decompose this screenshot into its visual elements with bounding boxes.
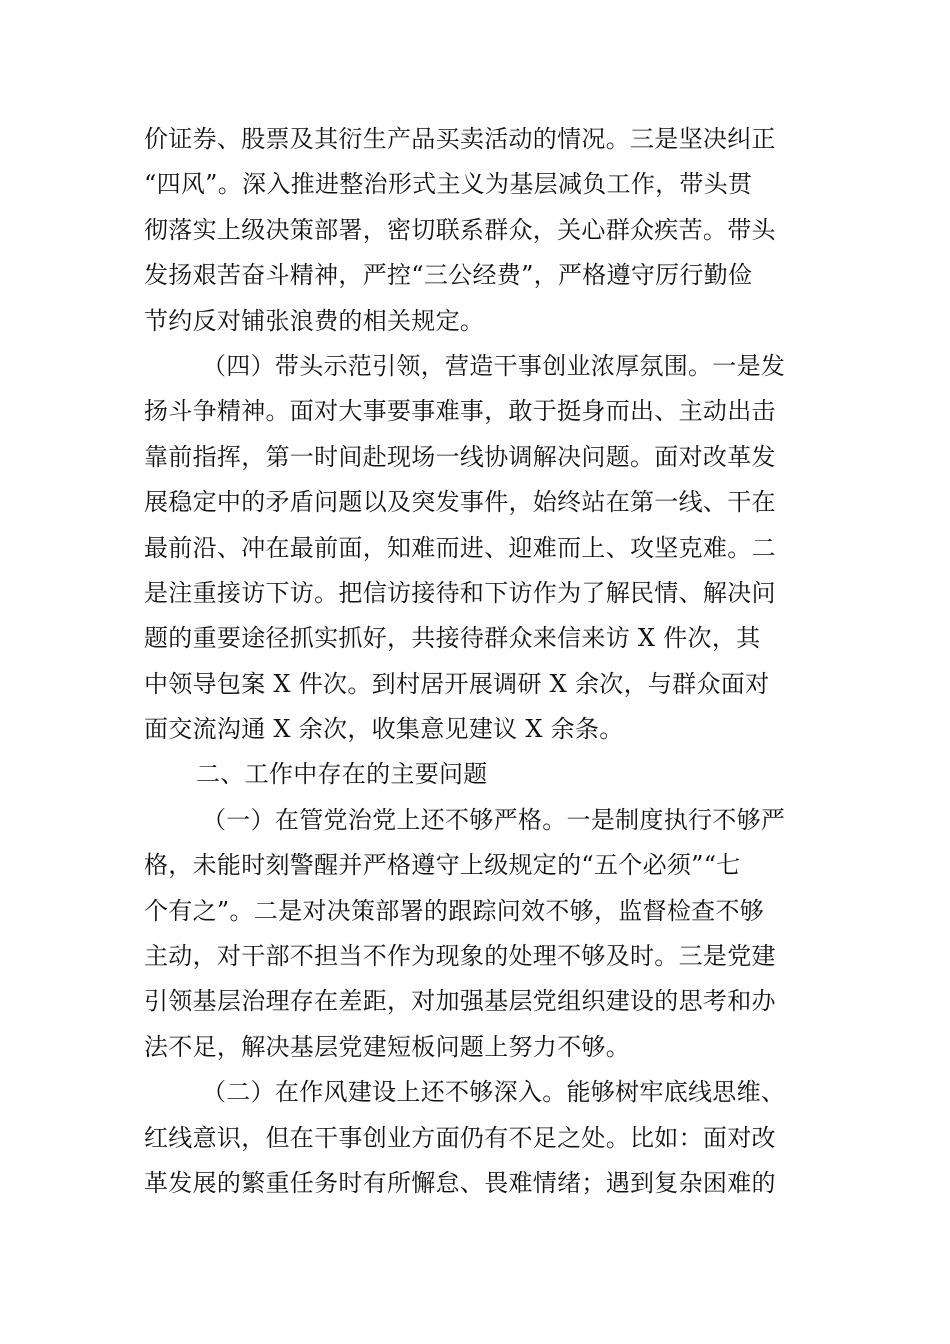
text-line: 格，未能时刻警醒并严格遵守上级规定的“五个必须”“七 (144, 851, 741, 880)
text-line: 红线意识，但在干事创业方面仍有不足之处。比如：面对改 (144, 1123, 776, 1152)
text-line: “四风”。深入推进整治形式主义为基层减负工作，带头贯 (144, 170, 753, 199)
text-line: 扬斗争精神。面对大事要事难事，敢于挺身而出、主动出击 (144, 397, 776, 426)
paragraph-start-line: （四）带头示范引领，营造干事创业浓厚氛围。一是发 (202, 351, 786, 380)
text-line: 主动，对干部不担当不作为现象的处理不够及时。三是党建 (144, 942, 776, 971)
text-line: 彻落实上级决策部署，密切联系群众，关心群众疾苦。带头 (144, 215, 776, 244)
text-line: 革发展的繁重任务时有所懈怠、畏难情绪；遇到复杂困难的 (144, 1168, 776, 1197)
document-body (144, 117, 814, 1206)
text-line: 法不足，解决基层党建短板问题上努力不够。 (144, 1032, 630, 1061)
section-heading: 二、工作中存在的主要问题 (196, 760, 488, 789)
text-line: 价证券、股票及其衍生产品买卖活动的情况。三是坚决纠正 (144, 125, 776, 153)
text-line: 中领导包案 X 件次。到村居开展调研 X 余次，与群众面对 (144, 669, 770, 698)
text-line: 引领基层治理存在差距，对加强基层党组织建设的思考和办 (144, 987, 776, 1016)
text-line: 节约反对铺张浪费的相关规定。 (144, 306, 485, 335)
text-line: 发扬艰苦奋斗精神，严控“三公经费”，严格遵守厉行勤俭 (144, 261, 753, 290)
text-line: 靠前指挥，第一时间赴现场一线协调解决问题。面对改革发 (144, 442, 776, 471)
paragraph-start-line: （二）在作风建设上还不够深入。能够树牢底线思维、 (202, 1078, 786, 1107)
paragraph-start-line: （一）在管党治党上还不够严格。一是制度执行不够严 (202, 805, 786, 834)
text-line: 个有之”。二是对决策部署的跟踪问效不够，监督检查不够 (144, 896, 765, 925)
text-line: 题的重要途径抓实抓好，共接待群众来信来访 X 件次，其 (144, 624, 761, 653)
text-line: 最前沿、冲在最前面，知难而进、迎难而上、攻坚克难。二 (144, 533, 776, 562)
text-line: 面交流沟通 X 余次，收集意见建议 X 余条。 (144, 715, 624, 744)
text-line: 展稳定中的矛盾问题以及突发事件，始终站在第一线、干在 (144, 488, 776, 517)
text-line: 是注重接访下访。把信访接待和下访作为了解民情、解决问 (144, 578, 776, 607)
